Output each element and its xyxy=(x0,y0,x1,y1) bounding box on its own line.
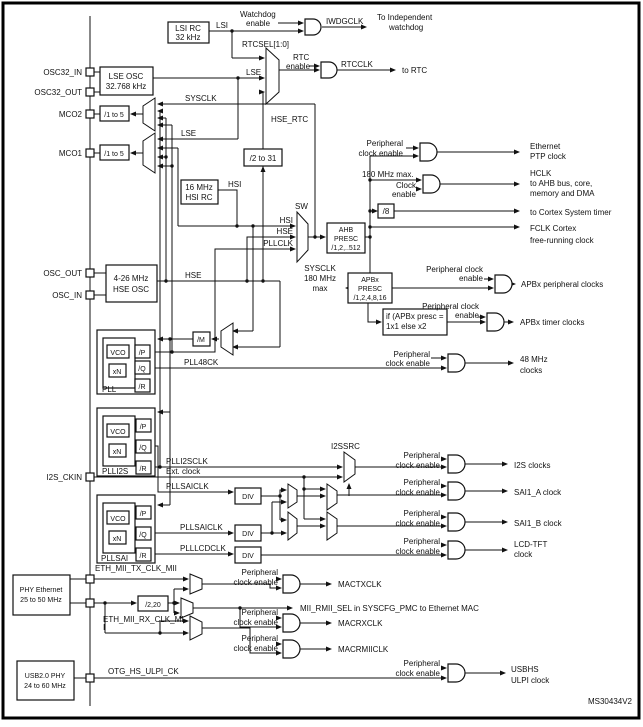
label-sysclk-max1: SYSCLK xyxy=(304,264,336,273)
pin-eth-rx xyxy=(86,599,94,607)
lse-osc-line2: 32.768 kHz xyxy=(105,82,147,91)
apbx-presc-line3: /1,2,4,8,16 xyxy=(353,295,387,302)
label-fclk1: FCLK Cortex xyxy=(530,224,577,233)
apbx-if-line1: if (APBx presc = xyxy=(386,312,444,321)
macrmii-gate xyxy=(283,640,300,658)
hsi-rc-line1: 16 MHz xyxy=(185,183,213,192)
usbhs-gate xyxy=(448,664,465,682)
pllsai-q-label: /Q xyxy=(139,532,147,539)
eth-ptp-gate xyxy=(420,143,437,161)
pin-mco2 xyxy=(86,110,94,118)
pin-label-osc-out: OSC_OUT xyxy=(43,269,82,278)
label-rtc-enable1: RTC xyxy=(293,53,310,62)
label-sw-hsi: HSI xyxy=(279,216,293,225)
label-macrmii-enable1: Peripheral xyxy=(241,634,278,643)
label-hse: HSE xyxy=(185,271,202,280)
phy-eth-line2: 25 to 50 MHz xyxy=(20,597,62,604)
label-plllcdclk: PLLLCDCLK xyxy=(180,544,226,553)
label-to-iwdg2: watchdog xyxy=(389,23,424,32)
pll-name-label: PLL xyxy=(102,385,117,394)
label-48mhz2: clocks xyxy=(520,366,543,375)
label-rtcclk: RTCCLK xyxy=(341,60,373,69)
label-pllsaiclk-sai: PLLSAICLK xyxy=(180,523,223,532)
label-apbxp-enable1: Peripheral clock xyxy=(426,265,483,274)
pin-label-osc-in: OSC_IN xyxy=(52,291,82,300)
pllsai-block xyxy=(97,495,155,563)
label-to-rtc: to RTC xyxy=(402,66,428,75)
pllsai-vco-label: VCO xyxy=(110,516,126,523)
iwdg-enable-gate xyxy=(305,19,321,35)
pll-m-divider-label: /M xyxy=(197,337,205,344)
plli2s-name-label: PLLI2S xyxy=(102,467,129,476)
label-sysclk: SYSCLK xyxy=(185,94,217,103)
label-rtcsel: RTCSEL[1:0] xyxy=(242,40,289,49)
label-sai1a-enable1: Peripheral xyxy=(403,478,440,487)
hse-osc-line2: HSE OSC xyxy=(112,285,150,294)
phy-eth-line1: PHY Ethernet xyxy=(19,587,63,594)
label-sai1a-enable2: clock enable xyxy=(395,488,440,497)
plli2s-xn-label: xN xyxy=(112,449,122,456)
pll-r-label: /R xyxy=(138,384,146,391)
label-i2s-enable1: Peripheral xyxy=(403,451,440,460)
macrx-gate xyxy=(283,614,300,632)
pll-q-label: /Q xyxy=(138,366,146,373)
label-sw-hse: HSE xyxy=(276,227,293,236)
label-sysclk-max2: 180 MHz xyxy=(303,274,337,283)
label-sw-pllclk: PLLCLK xyxy=(263,239,293,248)
label-lcd2: clock xyxy=(514,550,533,559)
label-48-enable1: Peripheral xyxy=(393,350,430,359)
pllsai-name-label: PLLSAI xyxy=(101,554,129,563)
label-eth-ptp2: PTP clock xyxy=(530,152,566,161)
phy-ethernet-box xyxy=(13,575,70,615)
label-eth-rx-clk2: I xyxy=(103,623,106,632)
label-apbx-timer: APBx timer clocks xyxy=(520,318,585,327)
plli2s-block xyxy=(97,408,155,476)
label-cortex-timer: to Cortex System timer xyxy=(530,208,612,217)
clk48-gate xyxy=(448,354,465,372)
pll-vco-label: VCO xyxy=(110,350,126,357)
label-lcd-enable1: Peripheral xyxy=(403,537,440,546)
label-otg-hs-ulpi: OTG_HS_ULPI_CK xyxy=(108,667,179,676)
mactx-gate xyxy=(283,575,300,593)
pin-label-osc32-in: OSC32_IN xyxy=(43,68,82,77)
watermark: MS30434V2 xyxy=(587,697,632,706)
label-mactx-enable1: Peripheral xyxy=(241,568,278,577)
ahb-presc-line3: /1,2,..512 xyxy=(331,245,361,252)
plli2s-vco-label: VCO xyxy=(110,429,126,436)
label-48-enable2: clock enable xyxy=(385,359,430,368)
pll-p-label: /P xyxy=(138,350,146,357)
label-apbx-peripheral: APBx peripheral clocks xyxy=(521,280,604,289)
label-macrx-enable1: Peripheral xyxy=(241,608,278,617)
eth-divider-label: /2,20 xyxy=(145,602,161,609)
lse-osc-line1: LSE OSC xyxy=(108,72,144,81)
pin-osc32-out xyxy=(86,88,94,96)
label-sai1b-enable2: clock enable xyxy=(395,519,440,528)
pin-usb-ulpi xyxy=(86,674,94,682)
label-i2s-enable2: clock enable xyxy=(395,461,440,470)
pin-osc32-in xyxy=(86,68,94,76)
label-hse-rtc: HSE_RTC xyxy=(271,115,309,124)
ahb-presc-line2: PRESC xyxy=(333,236,359,243)
cortex-div8-label: /8 xyxy=(382,207,390,216)
usb-phy-line2: 24 to 60 MHz xyxy=(24,683,66,690)
pin-mco1 xyxy=(86,149,94,157)
label-to-iwdg1: To Independent xyxy=(377,13,433,22)
label-plli2sclk: PLLI2SCLK xyxy=(166,457,208,466)
label-eth-tx-clk: ETH_MII_TX_CLK_MII xyxy=(95,564,177,573)
label-pllsaiclk-i2s: PLLSAICLK xyxy=(166,482,209,491)
pin-i2s-ckin xyxy=(86,473,94,481)
label-usbhs2: ULPI clock xyxy=(511,676,550,685)
label-apbxt-enable1: Peripheral clock xyxy=(422,302,479,311)
apbx-peripheral-gate xyxy=(495,275,512,293)
label-48mhz1: 48 MHz xyxy=(520,355,548,364)
ahb-presc-line1: AHB xyxy=(338,227,354,234)
lcd-gate xyxy=(448,541,465,559)
pllsai-xn-label: xN xyxy=(112,536,122,543)
label-hclk3: memory and DMA xyxy=(530,189,595,198)
usb-phy-line1: USB2.0 PHY xyxy=(24,673,66,680)
sai1a-gate xyxy=(448,482,465,500)
mco2-prescaler-label: /1 to 5 xyxy=(104,112,124,119)
pllsai-p-label: /P xyxy=(139,511,147,518)
label-rtc-enable2: enable xyxy=(286,62,311,71)
label-iwdgclk: IWDGCLK xyxy=(326,17,364,26)
label-usb-enable2: clock enable xyxy=(395,669,440,678)
pin-label-mco2: MCO2 xyxy=(58,110,82,119)
label-apbxt-enable2: enable xyxy=(454,311,479,320)
apbx-presc-line2: PRESC xyxy=(357,286,383,293)
label-sai1b-enable1: Peripheral xyxy=(403,509,440,518)
label-watchdog-enable2: enable xyxy=(246,19,271,28)
label-clock-enable1: Clock xyxy=(395,181,416,190)
pin-osc-out xyxy=(86,269,94,277)
label-hclk1: HCLK xyxy=(530,169,552,178)
label-lsi: LSI xyxy=(216,21,229,30)
label-ptp-enable1: Peripheral xyxy=(366,139,403,148)
label-sw: SW xyxy=(295,202,308,211)
lsi-rc-line2: 32 kHz xyxy=(175,33,201,42)
apbx-if-line2: 1x1 else x2 xyxy=(386,322,427,331)
label-lcd-enable2: clock enable xyxy=(395,547,440,556)
label-i2ssrc: I2SSRC xyxy=(331,442,360,451)
label-clock-enable2: enable xyxy=(391,190,416,199)
pin-label-i2s-ckin: I2S_CKIN xyxy=(46,473,82,482)
label-sysclk-max3: max xyxy=(312,284,328,293)
lcd-div-label: DIV xyxy=(242,553,254,560)
label-sai1b-clock: SAI1_B clock xyxy=(514,519,562,528)
label-macrmiiclk: MACRMIICLK xyxy=(338,645,389,654)
i2s-gate xyxy=(448,455,465,473)
hse-osc-line1: 4-26 MHz xyxy=(113,274,149,283)
plli2s-p-label: /P xyxy=(139,424,147,431)
label-sai1a-clock: SAI1_A clock xyxy=(514,488,562,497)
hsi-rc-line2: HSI RC xyxy=(185,193,213,202)
hse-osc-box xyxy=(106,265,157,302)
label-macrmii-enable2: clock enable xyxy=(233,644,278,653)
label-i2s-clocks: I2S clocks xyxy=(514,461,551,470)
label-hclk2: to AHB bus, core, xyxy=(530,179,593,188)
sai-div1-label: DIV xyxy=(242,494,254,501)
sai-div2-label: DIV xyxy=(242,531,254,538)
pin-eth-tx xyxy=(86,575,94,583)
rtc-prescaler-label: /2 to 31 xyxy=(249,154,277,163)
label-180mhz-max: 180 MHz max. xyxy=(362,170,414,179)
lsi-rc-line1: LSI RC xyxy=(175,24,201,33)
hclk-gate xyxy=(423,175,440,193)
label-eth-ptp1: Ethernet xyxy=(530,142,561,151)
sai1b-gate xyxy=(448,513,465,531)
label-lse-mco: LSE xyxy=(181,129,197,138)
pll-block xyxy=(97,330,155,394)
label-mactx-enable2: clock enable xyxy=(233,578,278,587)
label-macrx-enable2: clock enable xyxy=(233,618,278,627)
plli2s-r-label: /R xyxy=(139,466,147,473)
mco1-prescaler-label: /1 to 5 xyxy=(104,151,124,158)
label-eth-rx-clk1: ETH_MII_RX_CLK_MI xyxy=(103,615,184,624)
label-lse: LSE xyxy=(246,68,262,77)
label-fclk2: free-running clock xyxy=(530,236,594,245)
pll-xn-label: xN xyxy=(112,369,122,376)
pllsai-r-label: /R xyxy=(139,553,147,560)
label-mactxclk: MACTXCLK xyxy=(338,580,382,589)
rtc-enable-gate xyxy=(321,62,337,78)
apbx-presc-line1: APBx xyxy=(361,277,379,284)
plli2s-q-label: /Q xyxy=(139,445,147,452)
label-macrxclk: MACRXCLK xyxy=(338,619,383,628)
label-lcd1: LCD-TFT xyxy=(514,540,548,549)
label-watchdog-enable1: Watchdog xyxy=(240,10,276,19)
pin-label-mco1: MCO1 xyxy=(58,149,82,158)
pin-osc-in xyxy=(86,291,94,299)
label-hsi: HSI xyxy=(228,180,242,189)
pin-label-osc32-out: OSC32_OUT xyxy=(34,88,82,97)
usb-phy-box xyxy=(17,661,74,700)
label-usb-enable1: Peripheral xyxy=(403,659,440,668)
label-pll48ck: PLL48CK xyxy=(184,358,219,367)
label-mii-rmii-sel: MII_RMII_SEL in SYSCFG_PMC to Ethernet MAC xyxy=(300,604,479,613)
label-ext-clock: Ext. clock xyxy=(166,467,201,476)
apbx-timer-gate xyxy=(487,313,504,331)
label-ptp-enable2: clock enable xyxy=(358,149,403,158)
label-usbhs1: USBHS xyxy=(511,665,539,674)
label-apbxp-enable2: enable xyxy=(458,274,483,283)
